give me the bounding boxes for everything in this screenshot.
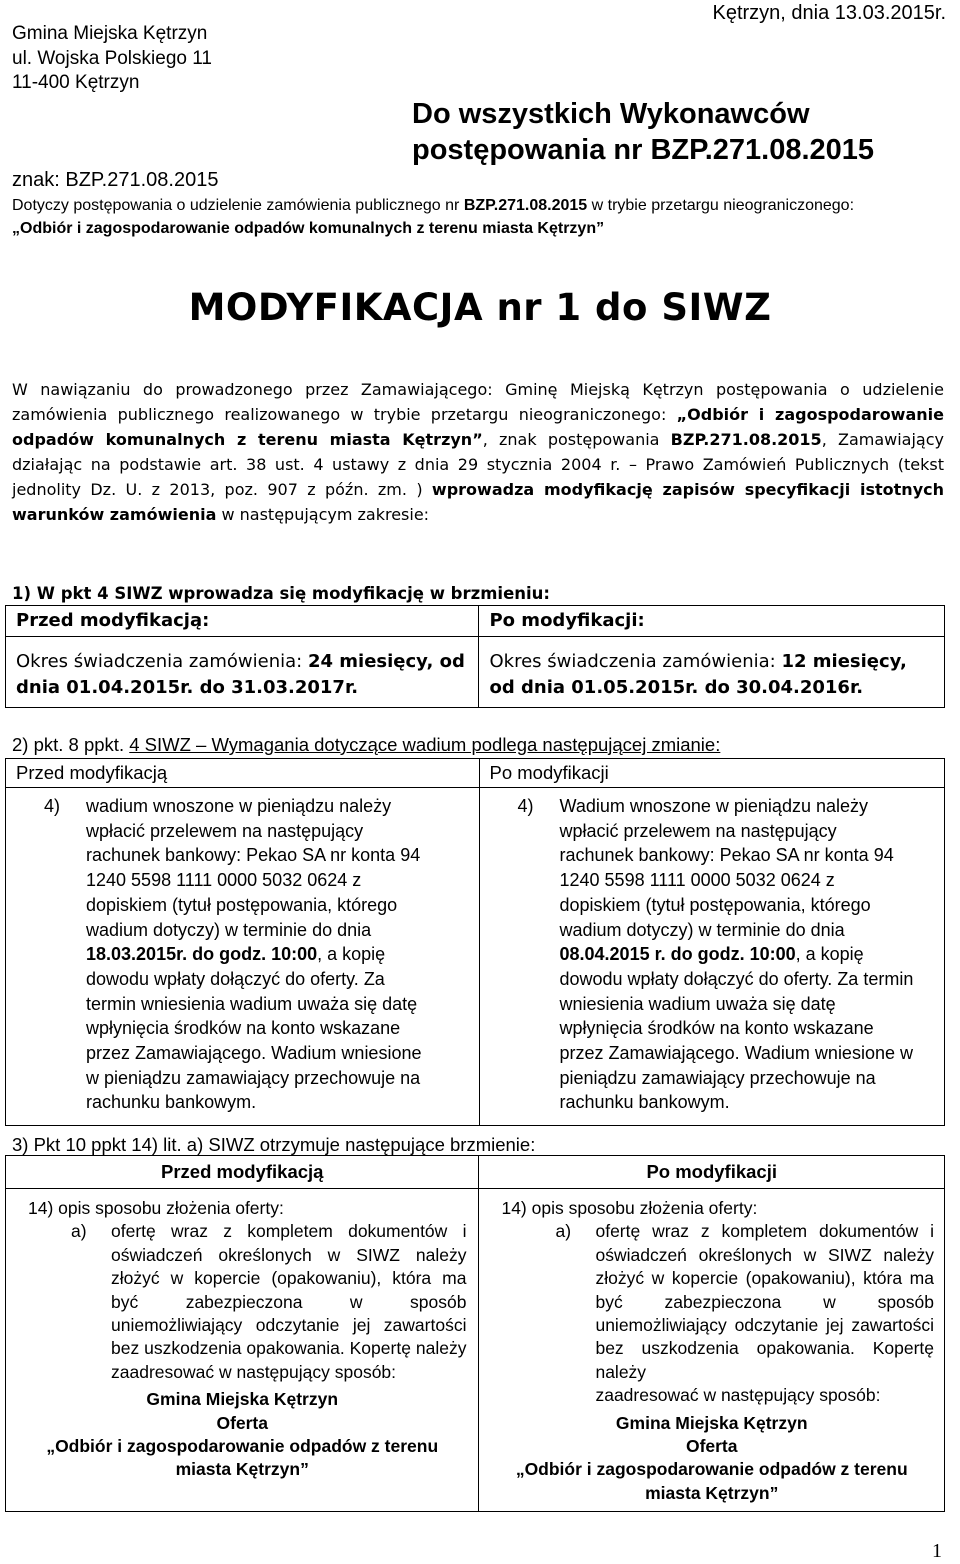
section-3-after-letter: a) [555, 1221, 572, 1242]
section-3-after-text-last: zaadresować w następujący sposób: [595, 1385, 881, 1406]
intro-modification: wprowadza modyfikację zapisów specyfikacji istotnych warunków zamówienia [12, 480, 945, 524]
section-3-after-label: Po modyfikacji [479, 1156, 945, 1189]
section-2-after-date: 08.04.2015 r. do godz. 10:00 [559, 944, 796, 965]
section-2-title-a: 2) pkt. 8 ppkt. [12, 734, 130, 755]
section-3-before-text: ofertę wraz z kompletem dokumentów i oświadczeń określonych w SIWZ należy złożyć w kopercie (opakowaniu), która ma być zabezpieczona w sposób uniemożliwiający odczytanie jej zawartości bez uszkodzenia opakowania. Kopertę należy [111, 1221, 467, 1359]
addressee [412, 96, 874, 168]
intro-subject: „Odbiór i zagospodarowanie odpadów komunalnych z terenu miasta Kętrzyn” [12, 405, 944, 449]
sender-line-2: ul. Wojska Polskiego 11 [12, 47, 212, 69]
section-3-title: 3) Pkt 10 ppkt 14) lit. a) SIWZ otrzymuje następujące brzmienie: [12, 1134, 536, 1155]
document-title: MODYFIKACJA nr 1 do SIWZ [188, 286, 772, 329]
section-3-table [5, 1155, 945, 1512]
section-2-before-label: Przed modyfikacją [6, 759, 480, 788]
section-3-before-letter: a) [71, 1221, 87, 1242]
section-3-before-addr-1: Gmina Miejska Kętrzyn [146, 1389, 339, 1410]
addressee-line-1: Do wszystkich Wykonawców [412, 98, 810, 130]
section-1-before-cell [6, 637, 479, 708]
section-3-after-head: 14) opis sposobu złożenia oferty: [501, 1198, 758, 1218]
intro-text-2: , znak postępowania [482, 430, 671, 449]
section-2-before-date: 18.03.2015r. do godz. 10:00 [86, 944, 318, 965]
concerns-paragraph [12, 194, 944, 240]
section-1-before-period: 24 miesięcy, od dnia 01.04.2015r. do 31.03.2017r. [16, 651, 465, 698]
section-3-before-label: Przed modyfikacją [6, 1156, 479, 1189]
section-3-before-head: 14) opis sposobu złożenia oferty: [28, 1198, 284, 1218]
section-2-title [12, 734, 720, 756]
intro-text-3: , Zamawiający działając na podstawie art. 38 ust. 4 ustawy z dnia 29 stycznia 2004 r. – Prawo Zamówień Publicznych (tekst jednolity Dz. U. z 2013, poz. 907 z późn. zm. ) [12, 430, 944, 499]
section-2-before-num: 4) [44, 796, 61, 816]
section-1-before-label: Przed modyfikacją: [6, 606, 479, 637]
intro-text-1: W nawiązaniu do prowadzonego przez Zamawiającego: Gminę Miejską Kętrzyn postępowania o udzielenie zamówienia publicznego realizowanego w trybie przetargu nieograniczonego: [12, 380, 944, 424]
section-2-before-cell [6, 788, 480, 1126]
section-2-before-text-2: , a kopię dowodu wpłaty dołączyć do oferty. Za termin wniesienia wadium uważa się datę wpłynięcia środków na konto wskazane przez Zamawiającego. Wadium wniesione w pieniądzu zamawiający przechowuje na rachunku bankowym. [86, 944, 422, 1113]
section-3-before-text-last: zaadresować w następujący sposób: [111, 1361, 397, 1382]
reference-number: znak: BZP.271.08.2015 [12, 169, 219, 191]
section-2-before-text-1: wadium wnoszone w pieniądzu należy wpłacić przelewem na następujący rachunek bankowy: Pekao SA nr konta 94 1240 5598 1111 0000 5032 0624 z dopiskiem (tytuł postępowania, którego wadium dotyczy) w terminie do dnia [86, 796, 421, 940]
section-2-after-cell [479, 788, 945, 1126]
section-2-after-text-2: , a kopię dowodu wpłaty dołączyć do oferty. Za termin wniesienia wadium uważa się datę wpłynięcia środków na konto wskazane przez Zamawiającego. Wadium wniesione w pieniądzu zamawiający przechowuje na rachunku bankowym. [559, 944, 914, 1113]
section-1-after-text: Okres świadczenia zamówienia: [489, 651, 782, 672]
section-3-after-text: ofertę wraz z kompletem dokumentów i oświadczeń określonych w SIWZ należy złożyć w kopercie (opakowaniu), która ma być zabezpieczona w sposób uniemożliwiający odczytanie jej zawartości bez uszkodzenia opakowania. Kopertę należy [595, 1221, 934, 1382]
addressee-line-2: postępowania nr BZP.271.08.2015 [412, 134, 875, 166]
section-2-title-b: 4 SIWZ – Wymagania dotyczące wadium podlega następującej zmianie: [129, 734, 721, 755]
city-date: Kętrzyn, dnia 13.03.2015r. [712, 2, 946, 24]
section-2-table [5, 758, 945, 1126]
section-3-after-addr-3: „Odbiór i zagospodarowanie odpadów z terenu miasta Kętrzyn” [515, 1459, 908, 1503]
concerns-text-1: Dotyczy postępowania o udzielenie zamówienia publicznego nr [12, 197, 464, 214]
section-1-after-label: Po modyfikacji: [479, 606, 945, 637]
sender-line-3: 11-400 Kętrzyn [12, 72, 140, 93]
section-3-before-cell [6, 1189, 479, 1512]
section-3-before-address [16, 1388, 468, 1482]
sender-address [12, 22, 212, 96]
section-2-after-text-1: Wadium wnoszone w pieniądzu należy wpłacić przelewem na następujący rachunek bankowy: Pekao SA nr konta 94 1240 5598 1111 0000 5032 0624 z dopiskiem (tytuł postępowania, którego wadium dotyczy) w terminie do dnia [559, 796, 894, 940]
section-2-after-label: Po modyfikacji [479, 759, 945, 788]
page-number: 1 [932, 1540, 942, 1562]
section-1-after-cell [479, 637, 945, 708]
intro-case-number: BZP.271.08.2015 [670, 430, 822, 449]
section-1-before-text: Okres świadczenia zamówienia: [16, 651, 308, 672]
section-3-after-address [489, 1412, 934, 1506]
section-3-after-addr-1: Gmina Miejska Kętrzyn [615, 1412, 808, 1433]
concerns-subject: „Odbiór i zagospodarowanie odpadów komunalnych z terenu miasta Kętrzyn” [12, 220, 605, 237]
concerns-case-number: BZP.271.08.2015 [463, 197, 588, 214]
section-1-after-period: 12 miesięcy, od dnia 01.05.2015r. do 30.04.2016r. [489, 651, 907, 698]
section-3-after-addr-2: Oferta [685, 1436, 738, 1457]
intro-text-4: w następującym zakresie: [216, 505, 430, 524]
concerns-text-2: w trybie przetargu nieograniczonego: [587, 197, 855, 214]
section-3-before-addr-3: „Odbiór i zagospodarowanie odpadów z terenu miasta Kętrzyn” [46, 1436, 439, 1480]
section-2-after-num: 4) [517, 796, 534, 816]
section-3-before-addr-2: Oferta [216, 1412, 268, 1433]
intro-paragraph [12, 377, 944, 527]
sender-line-1: Gmina Miejska Kętrzyn [12, 23, 208, 44]
section-1-table [5, 605, 945, 708]
section-1-title: 1) W pkt 4 SIWZ wprowadza się modyfikację w brzmieniu: [12, 584, 551, 603]
section-3-after-cell [479, 1189, 945, 1512]
